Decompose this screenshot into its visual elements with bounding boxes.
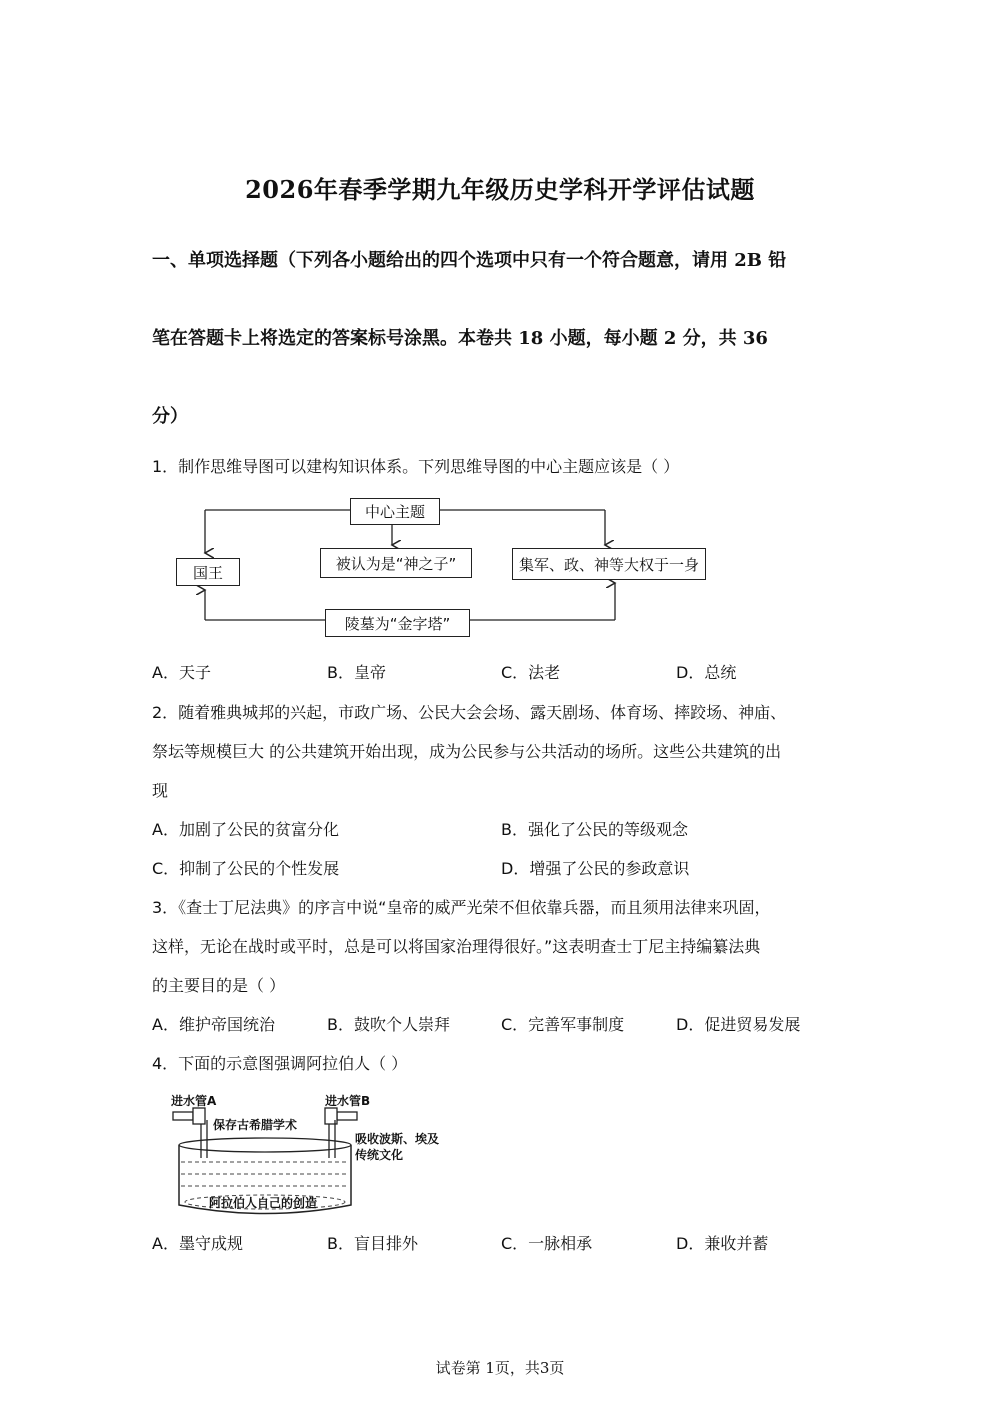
section-heading-line-2: 笔在答题卡上将选定的答案标号涂黑。本卷共 18 小题，每小题 2 分，共 36	[152, 328, 768, 349]
water-tank-diagram	[165, 1090, 465, 1220]
q4-option-b[interactable]: B．盲目排外	[327, 1234, 418, 1253]
q4-option-d[interactable]: D．兼收并蓄	[676, 1234, 769, 1253]
persia-egypt-label-line-2: 传统文化	[355, 1148, 404, 1162]
page-title: 2026年春季学期九年级历史学科开学评估试题	[245, 175, 755, 204]
king-box: 国王	[176, 558, 240, 586]
question-1-stem: 1．制作思维导图可以建构知识体系。下列思维导图的中心主题应该是（ ）	[152, 457, 680, 476]
section-heading-line-1: 一、单项选择题（下列各小题给出的四个选项中只有一个符合题意，请用 2B 铅	[152, 250, 787, 271]
page-footer: 试卷第 1页，共3页	[435, 1359, 565, 1377]
q3-option-b[interactable]: B．鼓吹个人崇拜	[327, 1015, 450, 1034]
center-topic-box: 中心主题	[350, 498, 440, 525]
persia-egypt-label-line-1: 吸收波斯、埃及	[355, 1132, 440, 1146]
question-3-line-1: 3．《查士丁尼法典》的序言中说“皇帝的威严光荣不但依靠兵器，而且须用法律来巩固，	[152, 898, 771, 917]
q4-option-a[interactable]: A．墨守成规	[152, 1234, 243, 1253]
q3-option-d[interactable]: D．促进贸易发展	[676, 1015, 801, 1034]
q2-option-a[interactable]: A．加剧了公民的贫富分化	[152, 820, 339, 839]
q3-option-c[interactable]: C．完善军事制度	[501, 1015, 625, 1034]
supreme-power-box: 集军、政、神等大权于一身	[512, 548, 706, 580]
question-2-line-2: 祭坛等规模巨大 的公共建筑开始出现，成为公民参与公共活动的场所。这些公共建筑的出	[152, 742, 782, 761]
q2-option-c[interactable]: C．抑制了公民的个性发展	[152, 859, 340, 878]
q3-option-a[interactable]: A．维护帝国统治	[152, 1015, 275, 1034]
q1-option-c[interactable]: C．法老	[501, 663, 561, 682]
greek-learning-label: 保存古希腊学术	[213, 1118, 298, 1132]
question-4-stem: 4．下面的示意图强调阿拉伯人（ ）	[152, 1054, 408, 1073]
q1-option-d[interactable]: D．总统	[676, 663, 737, 682]
inlet-pipe-b-label: 进水管B	[325, 1094, 371, 1108]
question-2-line-1: 2．随着雅典城邦的兴起，市政广场、公民大会会场、露天剧场、体育场、摔跤场、神庙、	[152, 703, 787, 722]
pyramid-tomb-box: 陵墓为“金字塔”	[325, 609, 470, 637]
question-3-line-3: 的主要目的是（ ）	[152, 976, 286, 995]
section-heading-line-3: 分）	[152, 406, 188, 427]
q2-option-d[interactable]: D．增强了公民的参政意识	[501, 859, 690, 878]
q2-option-b[interactable]: B．强化了公民的等级观念	[501, 820, 688, 839]
question-2-line-3: 现	[152, 781, 169, 800]
inlet-pipe-a-label: 进水管A	[171, 1094, 217, 1108]
q1-option-b[interactable]: B．皇帝	[327, 663, 386, 682]
son-of-god-box: 被认为是“神之子”	[320, 548, 472, 578]
question-3-line-2: 这样，无论在战时或平时，总是可以将国家治理得很好。”这表明查士丁尼主持编纂法典	[152, 937, 761, 956]
q4-option-c[interactable]: C．一脉相承	[501, 1234, 593, 1253]
arab-creation-label: 阿拉伯人自己的创造	[209, 1196, 318, 1210]
mind-map-diagram	[170, 495, 730, 645]
q1-option-a[interactable]: A．天子	[152, 663, 211, 682]
